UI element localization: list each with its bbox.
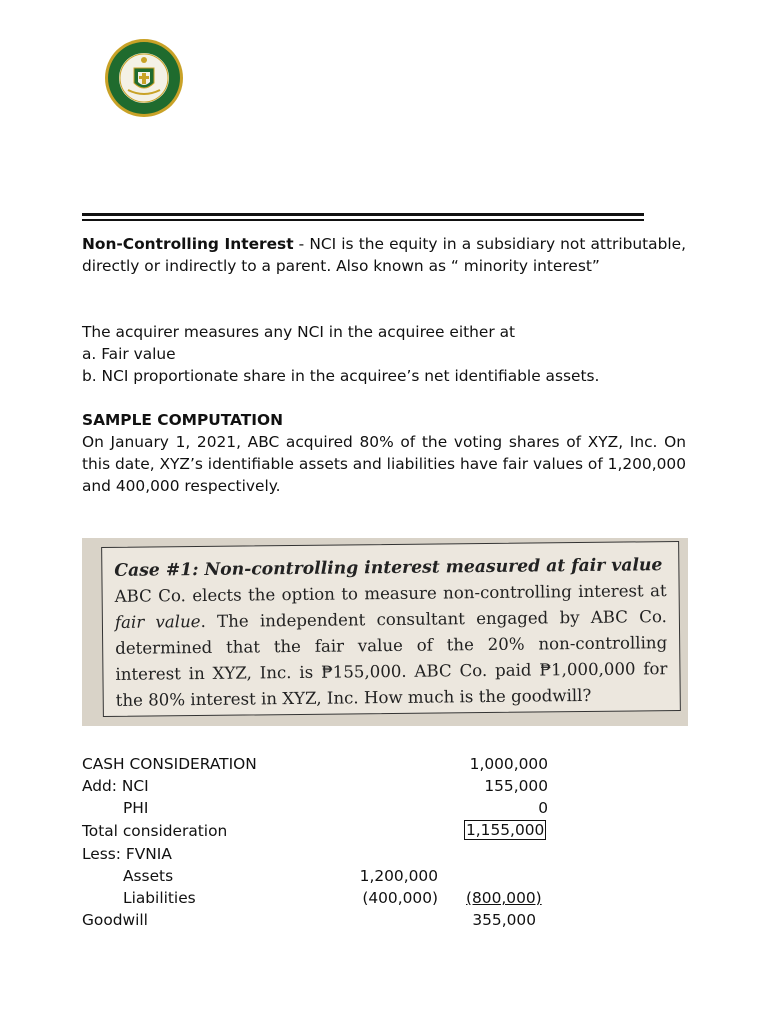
nci-term: Non-Controlling Interest	[82, 235, 294, 253]
case-title: Case #1: Non-controlling interest measured at fair value	[114, 555, 663, 581]
assets-value: 1,200,000	[359, 867, 438, 885]
case-body	[115, 578, 668, 714]
measurement-intro: The acquirer measures any NCI in the acquiree either at	[82, 323, 516, 341]
case-box	[101, 541, 681, 717]
total-value-box: 1,155,000	[466, 821, 545, 839]
liabilities-label: Liabilities	[123, 889, 196, 907]
cash-value: 1,000,000	[469, 755, 548, 773]
total-value	[464, 819, 546, 841]
case-body-fair-value: fair value	[114, 611, 201, 632]
phi-value: 0	[538, 799, 548, 817]
header-rule-thick	[82, 213, 644, 216]
total-label: Total consideration	[82, 822, 228, 840]
cash-label: CASH CONSIDERATION	[82, 755, 257, 773]
phi-label: PHI	[123, 799, 149, 817]
header-rule-thin	[82, 219, 644, 221]
assets-label: Assets	[123, 867, 174, 885]
measurement-option-a: a. Fair value	[82, 345, 176, 363]
case-photo	[82, 538, 688, 726]
sample-text: On January 1, 2021, ABC acquired 80% of the voting shares of XYZ, Inc. On this date, XYZ’s identifiable assets and liabilities have fair values of 1,200,000 and 400,000 respectively.	[82, 433, 686, 495]
goodwill-value: 355,000	[472, 911, 536, 929]
sample-heading: SAMPLE COMPUTATION	[82, 411, 283, 429]
nci-definition-text: - NCI is the equity in a subsidiary not attributable, directly or indirectly to a parent. Also known as “ minority interest”	[82, 235, 687, 275]
add-nci-label: Add: NCI	[82, 777, 149, 795]
nci-definition	[82, 233, 686, 277]
measurement-option-b: b. NCI proportionate share in the acquiree’s net identifiable assets.	[82, 367, 600, 385]
university-seal-logo	[104, 38, 184, 118]
nci-value: 155,000	[484, 777, 548, 795]
net-assets-underlined: (800,000)	[466, 889, 542, 907]
case-body-part-1: ABC Co. elects the option to measure non-controlling interest at	[114, 581, 667, 606]
less-fvnia-label: Less: FVNIA	[82, 845, 172, 863]
case-body-part-2: . The independent consultant engaged by ABC Co. determined that the fair value of the 20% non-controlling interest in XYZ, Inc. is ₱155,000. ABC Co. paid ₱1,000,000 for the 80% interest in XYZ, Inc. How much is the goodwill?	[115, 607, 668, 710]
liabilities-value: (400,000)	[362, 889, 438, 907]
net-assets-value	[466, 887, 542, 909]
goodwill-label: Goodwill	[82, 911, 148, 929]
